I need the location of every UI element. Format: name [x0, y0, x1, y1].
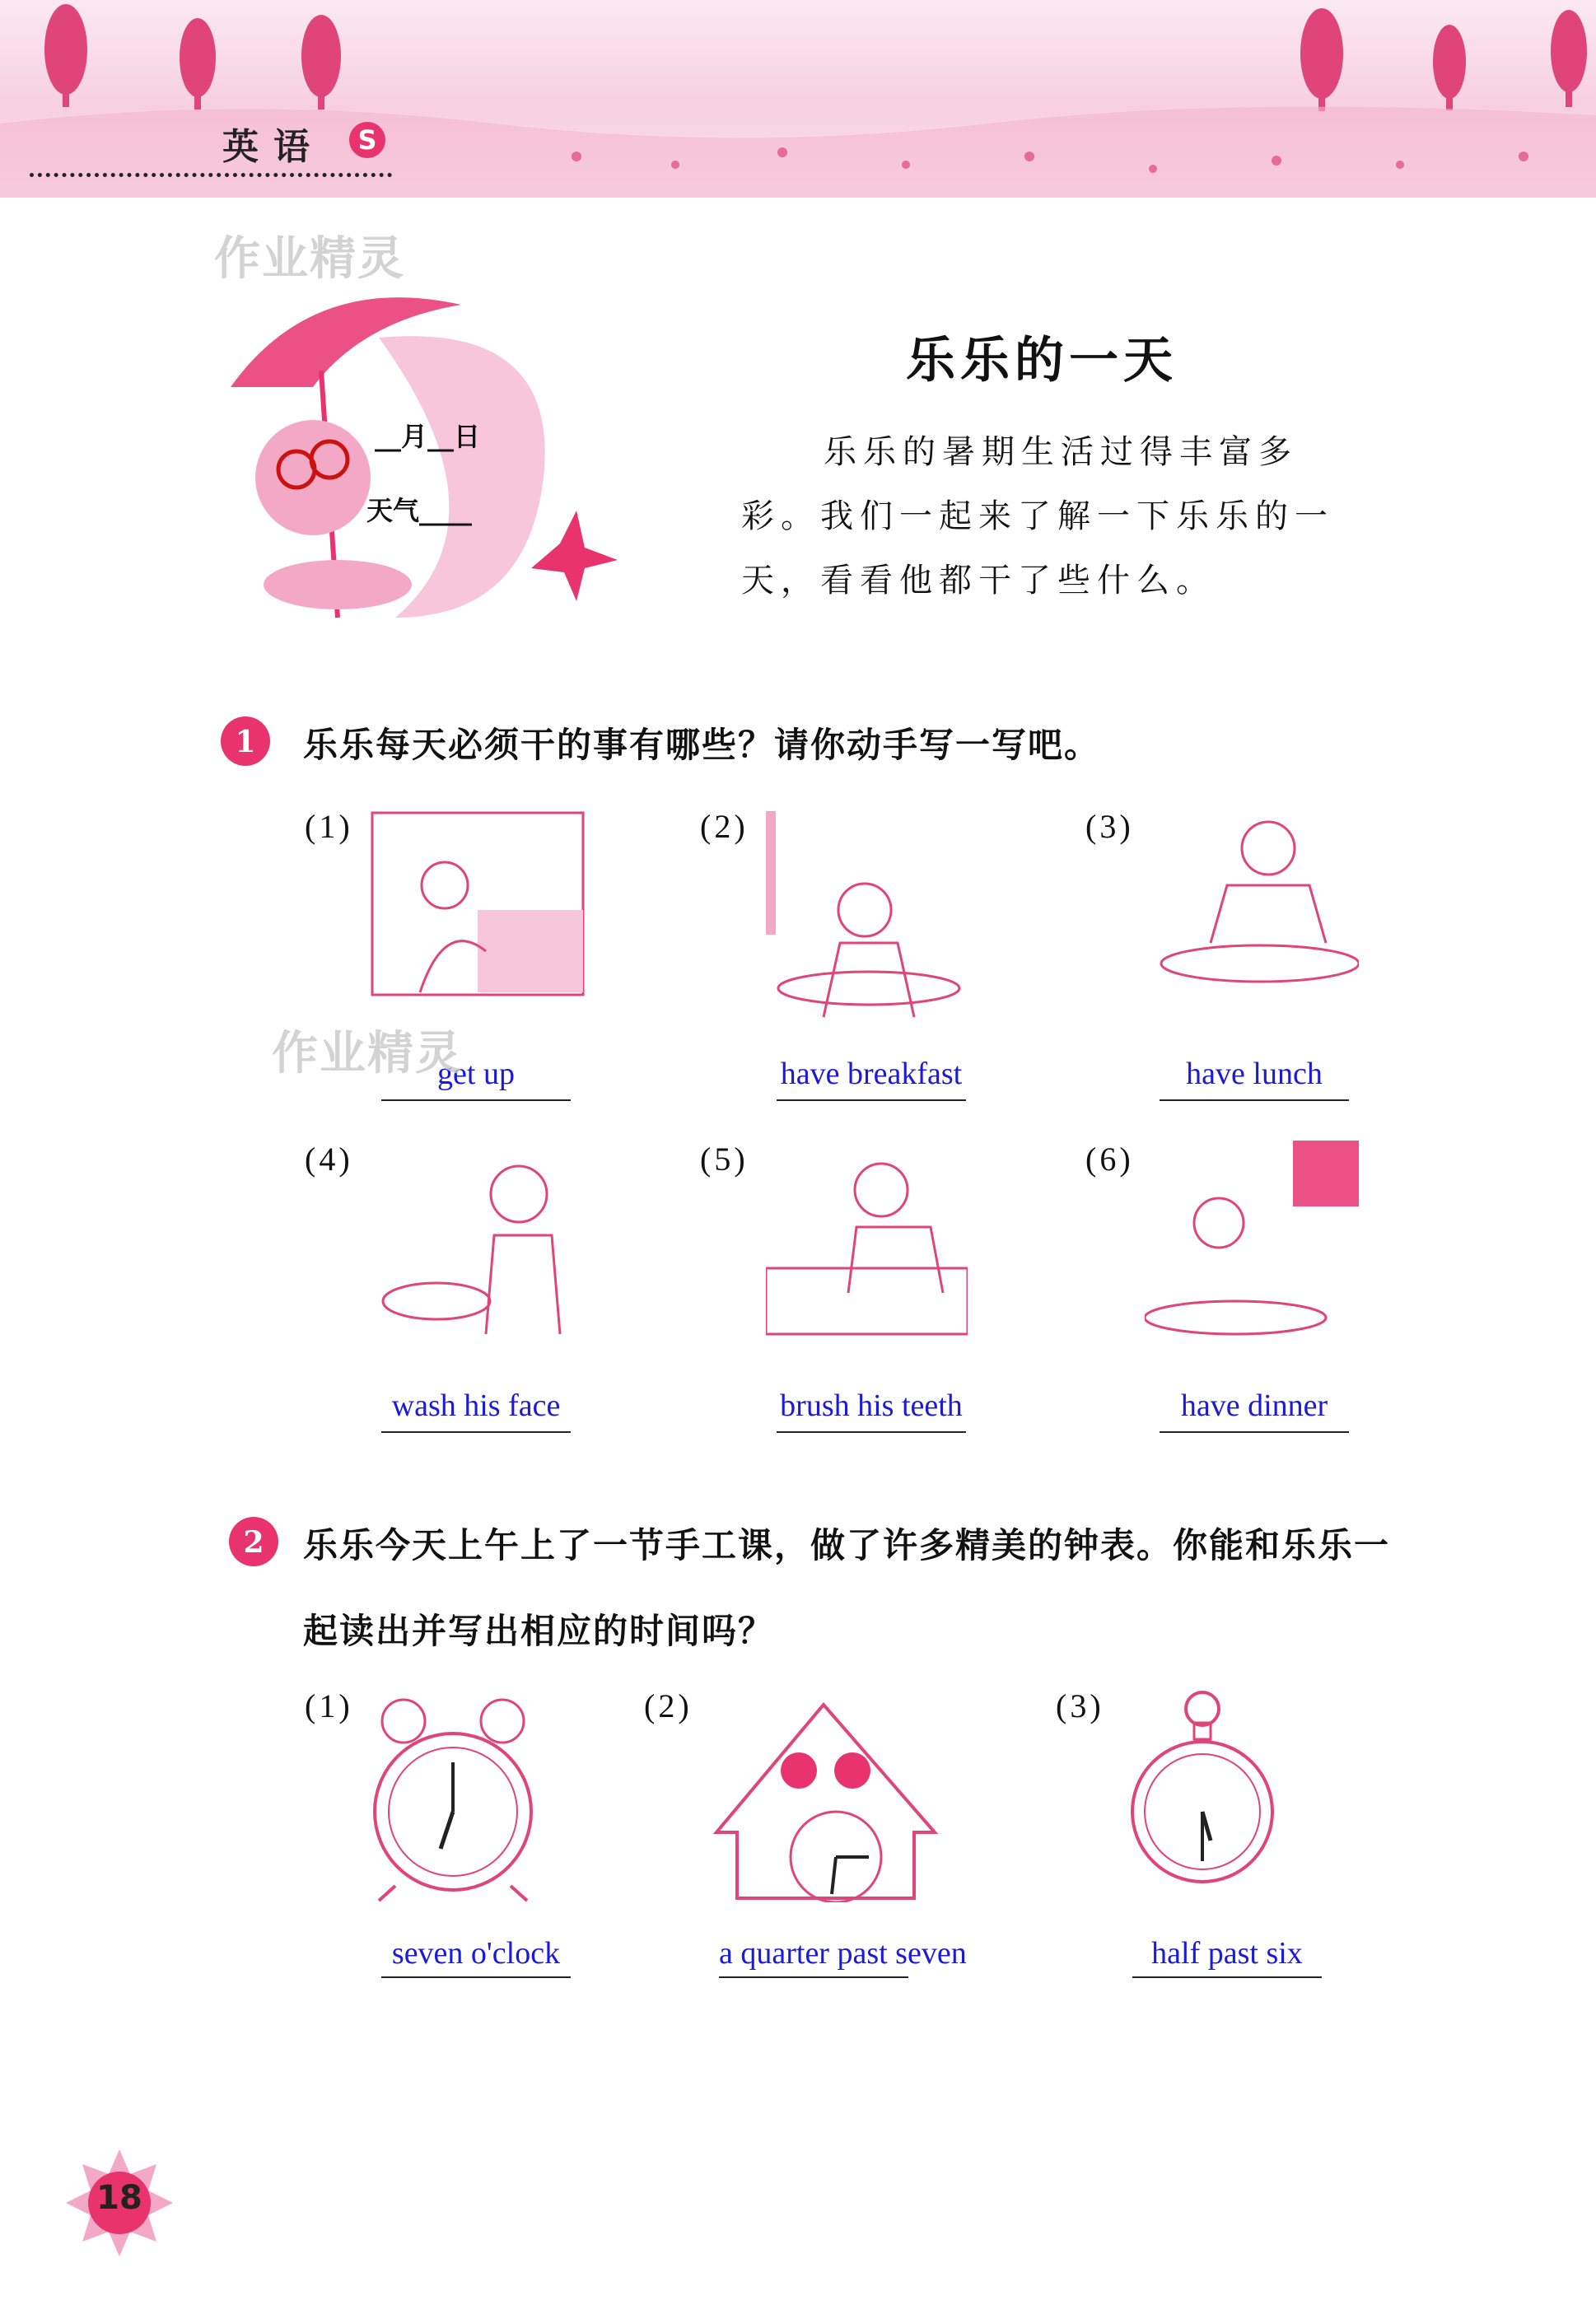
q1-item-1-label: (1) — [305, 808, 353, 845]
q1-item-3-label: (3) — [1085, 808, 1134, 845]
q2-answer-1-line — [381, 1976, 571, 1978]
question-1-badge: 1 — [221, 716, 270, 766]
subject-label: 英语 — [222, 126, 324, 168]
q1-answer-5-line — [777, 1431, 966, 1433]
lunch-picture — [1145, 811, 1359, 996]
page-number: 18 — [96, 2179, 142, 2217]
q1-answer-5[interactable]: brush his teeth — [780, 1388, 963, 1423]
q1-item-5-label: (5) — [700, 1141, 749, 1178]
brushing-teeth-picture — [766, 1145, 968, 1338]
getting-up-picture — [371, 811, 585, 996]
watermark: 作业精灵 — [214, 232, 405, 286]
date-field: __月__日 — [375, 421, 481, 452]
intro-paragraph: 乐乐的暑期生活过得丰富多彩。我们一起来了解一下乐乐的一天，看看他都干了些什么。 — [741, 433, 1334, 600]
q2-answer-3[interactable]: half past six — [1151, 1936, 1303, 1971]
q1-answer-1[interactable]: get up — [437, 1057, 515, 1091]
q1-answer-2[interactable]: have breakfast — [780, 1057, 963, 1091]
edition-badge: S — [349, 122, 385, 158]
weather-field: 天气____ — [366, 495, 473, 526]
q1-item-2-label: (2) — [700, 808, 749, 845]
q1-answer-6[interactable]: have dinner — [1180, 1388, 1328, 1423]
intro-text — [741, 420, 1367, 613]
breakfast-picture — [766, 811, 972, 1021]
q1-answer-1-line — [381, 1099, 571, 1101]
question-2-badge: 2 — [229, 1517, 278, 1566]
q1-item-4-label: (4) — [305, 1141, 353, 1178]
question-2-prompt-line-2: 起读出并写出相应的时间吗？ — [303, 1611, 775, 1651]
q1-answer-3[interactable]: have lunch — [1186, 1057, 1323, 1091]
header-dotted-rule — [30, 173, 392, 177]
alarm-clock-picture — [362, 1688, 544, 1902]
q2-item-1-label: (1) — [305, 1687, 353, 1724]
q2-answer-2-line — [719, 1976, 908, 1978]
q2-item-3-label: (3) — [1056, 1687, 1104, 1724]
question-1-prompt: 乐乐每天必须干的事有哪些？请你动手写一写吧。 — [303, 725, 1101, 765]
q2-answer-1[interactable]: seven o'clock — [391, 1936, 561, 1971]
q1-item-6-label: (6) — [1085, 1141, 1134, 1178]
watermark-2: 作业精灵 — [272, 1027, 463, 1080]
question-2-prompt-line-1: 乐乐今天上午上了一节手工课，做了许多精美的钟表。你能和乐乐一 — [303, 1525, 1391, 1565]
q1-answer-6-line — [1160, 1431, 1349, 1433]
page-title: 乐乐的一天 — [906, 332, 1178, 390]
house-clock-picture — [708, 1688, 943, 1902]
q1-answer-4-line — [381, 1431, 571, 1433]
dinner-picture — [1145, 1141, 1359, 1338]
q2-answer-3-line — [1132, 1976, 1322, 1978]
q1-answer-4[interactable]: wash his face — [391, 1388, 561, 1423]
washing-face-picture — [379, 1145, 585, 1351]
q2-answer-2[interactable]: a quarter past seven — [719, 1936, 967, 1971]
q1-answer-3-line — [1160, 1099, 1349, 1101]
pocket-watch-picture — [1124, 1688, 1281, 1886]
q1-answer-2-line — [777, 1099, 966, 1101]
q2-item-2-label: (2) — [644, 1687, 693, 1724]
